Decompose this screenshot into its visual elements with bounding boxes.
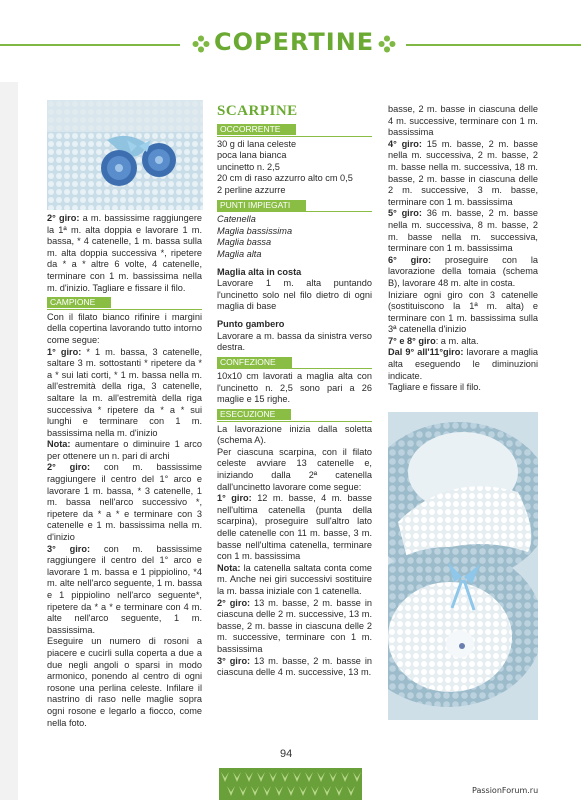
list-item: Catenella bbox=[217, 214, 256, 225]
paragraph: 10x10 cm lavorati a maglia alta con l'uncinetto n. 2,5 sono pari a 26 maglie e 15 righe. bbox=[217, 371, 372, 405]
paragraph: 4° giro: 15 m. basse, 2 m. basse nella m. successiva, 2 m. basse, 2 m. basse nella m. successiva, 18 m. basse, 2 m. basse in ciascuna delle 2 m. successive, 3 m. basse, terminare con 1 m. bassissima bbox=[388, 138, 538, 207]
flower-icon bbox=[192, 35, 210, 53]
paragraph: Tagliare e fissare il filo. bbox=[388, 382, 481, 393]
header-rule-left bbox=[0, 44, 180, 46]
stitches-list bbox=[217, 214, 372, 260]
paragraph: 2° giro: a m. bassissime raggiungere la 1ª m. alta doppia e lavorare 1 m. bassa, * 4 catenelle, 1 m. bassa sulla m. alta doppia successiva *, ripetere da * a * altre 6 volte, 4 catenelle, terminare con 1 m. bassissima nella m. d'inizio. Tagliare e fissare il filo. bbox=[47, 213, 202, 293]
paragraph: 1° giro: 12 m. basse, 4 m. basse nell'ultima catenella (punta della scarpina), proseguire sull'altro lato delle catenelle con 11 m. basse, 3 m. basse nell'ultima catenella, terminare con 1 m. bassissima bbox=[217, 493, 372, 562]
watermark: PassionForum.ru bbox=[472, 786, 539, 795]
decorative-knit-strip bbox=[219, 768, 362, 800]
materials-list bbox=[217, 139, 372, 197]
paragraph: Iniziare ogni giro con 3 catenelle (sostituiscono la 1ª m. alta) e terminare con 1 m. bassissima sulla 3ª catenella d'inizio bbox=[388, 289, 538, 335]
paragraph: 3° giro: 13 m. basse, 2 m. basse in ciascuna delle 4 m. successive, 13 m. bbox=[217, 655, 372, 678]
list-item: Maglia bassa bbox=[217, 237, 272, 248]
paragraph: Nota: aumentare o diminuire 1 arco per ottenere un n. pari di archi bbox=[47, 439, 202, 461]
paragraph: basse, 2 m. basse in ciascuna delle 4 m. successive, terminare con 1 m. bassissima bbox=[388, 104, 538, 138]
list-item: Maglia bassissima bbox=[217, 225, 293, 236]
section-tag: CAMPIONE bbox=[47, 297, 111, 308]
section-tag: CONFEZIONE bbox=[217, 357, 292, 368]
paragraph: La lavorazione inizia dalla soletta (schema A). bbox=[217, 423, 372, 446]
list-item: uncinetto n. 2,5 bbox=[217, 161, 280, 172]
section-tag: ESECUZIONE bbox=[217, 409, 291, 420]
paragraph: Con il filato bianco rifinire i margini della copertina lavorando tutto intorno come segue: bbox=[47, 311, 202, 345]
list-item: 30 g di lana celeste bbox=[217, 138, 297, 149]
section-tag: PUNTI IMPIEGATI bbox=[217, 200, 306, 211]
paragraph: 2° giro: 13 m. basse, 2 m. basse in ciascuna delle 2 m. successive, 13 m. basse, 2 m. basse in ciascuna delle 2 m. successive, terminare con 1 m. bassissima bbox=[217, 597, 372, 654]
list-item: 20 cm di raso azzurro alto cm 0,5 bbox=[217, 173, 353, 184]
paragraph: 1° giro: * 1 m. bassa, 3 catenelle, saltare 3 m. sottostanti * ripetere da * a * sui lati corti, * 1 m. bassa nella m. all'estremità della riga, 3 catenelle, saltare la m. all'estremità della riga successiva * ripetere da * a * sui lunghi e terminare con 1 m. bassissima nella m. d'inizio bbox=[47, 346, 203, 438]
stitch-heading: Maglia alta in costa bbox=[217, 266, 302, 277]
column-1 bbox=[47, 213, 202, 729]
list-item: 2 perline azzurre bbox=[217, 184, 286, 195]
left-margin-strip bbox=[0, 82, 18, 800]
section-title: COPERTINE bbox=[214, 28, 375, 56]
list-item: poca lana bianca bbox=[217, 150, 287, 161]
header-rule-right bbox=[406, 44, 581, 46]
paragraph: 3° giro: con m. bassissime raggiungere il centro del 1° arco e lavorare 1 m. bassa e 1 pippiolino, *4 m. alte nell'arco seguente, 1 m. bassa e 1 pippiolino nell'arco seguente*, ripetere da * a * e terminare con 4 m. alte nell'arco seguente, 1 m. bassissima. bbox=[47, 543, 202, 635]
list-item: Maglia alta bbox=[217, 248, 262, 259]
rosette-photo bbox=[47, 100, 203, 210]
paragraph: 5° giro: 36 m. basse, 2 m. basse nella m. successiva, 8 m. basse, 2 m. basse nella m. successiva, terminare con 1 m. bassissima bbox=[388, 208, 538, 254]
paragraph: Per ciascuna scarpina, con il filato celeste avviare 13 catenelle e, iniziando dalla 2ª catenella dall'uncinetto lavorare come segue: bbox=[217, 446, 372, 492]
flower-icon bbox=[378, 35, 396, 53]
paragraph: 6° giro: proseguire con la lavorazione della tomaia (schema B), lavorare 48 m. alte in costa. bbox=[388, 254, 538, 288]
bootee-photo bbox=[388, 412, 538, 720]
paragraph: Dal 9° all'11°giro: lavorare a maglia alta eseguendo le diminuzioni indicate. bbox=[388, 347, 538, 381]
column-2 bbox=[217, 102, 372, 679]
subsection-title: SCARPINE bbox=[217, 103, 298, 119]
page-number: 94 bbox=[280, 748, 293, 760]
page-header bbox=[0, 0, 581, 82]
paragraph: 2° giro: con m. bassissime raggiungere il centro del 1° arco e lavorare 1 m. bassa, * 3 catenelle, 1 m. bassa nell'arco successivo *, ripetere da * a * e terminare con 3 catenelle e 1 m. bassissima nella m. d'inizio bbox=[47, 462, 202, 543]
stitch-heading: Punto gambero bbox=[217, 318, 285, 329]
column-3 bbox=[388, 104, 538, 394]
section-tag: OCCORRENTE bbox=[217, 124, 296, 135]
paragraph: 7° e 8° giro: a m. alta. bbox=[388, 335, 479, 346]
paragraph: Lavorare 1 m. alta puntando l'uncinetto solo nel filo dietro di ogni maglia di base bbox=[217, 278, 372, 312]
paragraph: Nota: la catenella saltata conta come m. Anche nei giri successivi sostituire la m. bassa iniziale con 1 catenella. bbox=[217, 562, 372, 596]
paragraph: Lavorare a m. bassa da sinistra verso destra. bbox=[217, 330, 372, 353]
paragraph: Eseguire un numero di rosoni a piacere e cucirli sulla coperta a due a due negli angoli o sparsi in modo armonico, ponendo al centro di ogni rosone una perlina celeste. Infilare il nastrino di raso nelle maglie sopra ogni rosone e legarlo a fiocco, come nella foto. bbox=[47, 636, 202, 728]
